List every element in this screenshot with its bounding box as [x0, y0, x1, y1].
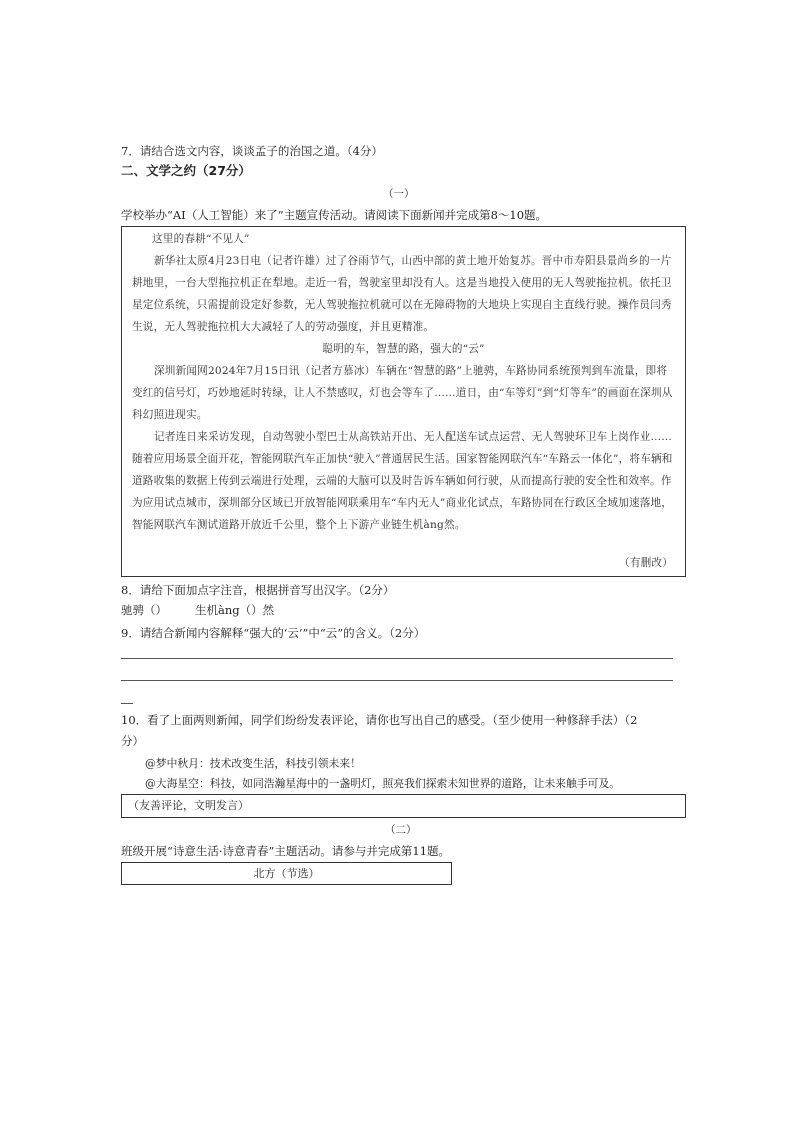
intro-text-1: 学校举办“AI（人工智能）来了”主题宣传活动。请阅读下面新闻并完成第8～10题。	[121, 208, 548, 222]
news-paragraph-3: 记者连日来采访发现，自动驾驶小型巴士从高铁站开出、无人配送车试点运营、无人驾驶环卫车上岗作业……随着应用场景全面开花，智能网联汽车正加快“驶入”普通居民生活。国家智能网联汽车“车路云一体化”，将车辆和道路收集的数据上传到云端进行处理，云端的大脑可以及时告诉车辆如何行驶，从而提高行驶的安全性和效率。作为应用试点城市，深圳部分区域已开放智能网联乘用车“车内无人”商业化试点，车路协同在行政区全域加速落地，智能网联汽车测试道路开放近千公里，整个上下游产业链生机àng然。	[132, 431, 673, 531]
answer-line-1[interactable]	[121, 658, 673, 659]
question-10-continued: 分）	[121, 734, 144, 748]
news-box	[121, 226, 686, 577]
answer-line-3[interactable]	[121, 703, 133, 704]
subsection-label-2: （二）	[385, 824, 417, 836]
comment-input-box[interactable]	[121, 794, 686, 818]
question-7: 7．请结合选文内容，谈谈孟子的治国之道。（4分）	[121, 144, 383, 158]
news-paragraph-2: 深圳新闻网2024年7月15日讯（记者方慕冰）车辆在“智慧的路”上驰骋，车路协同系统预判到车流量，即将变红的信号灯，巧妙地延时转绿，让人不禁感叹，灯也会等车了……道日，由“车等灯”到“灯等车”的画面在深圳从科幻照进现实。	[132, 365, 673, 421]
section-title: 二、文学之约（27分）	[121, 163, 251, 178]
question-8: 8．请给下面加点字注音，根据拼音写出汉字。（2分）	[121, 583, 395, 597]
news-title-1: 这里的春耕“不见人”	[152, 233, 250, 245]
comment-2: @大海星空：科技，如同浩瀚星海中的一盏明灯，照亮我们探索未知世界的道路，让未来触手可及。	[145, 777, 621, 790]
question-10: 10．看了上面两则新闻，同学们纷纷发表评论，请你也写出自己的感受。（至少使用一种修辞手法）（2	[121, 713, 638, 727]
q8-item-1: 驰骋（）	[121, 603, 167, 617]
answer-line-2[interactable]	[121, 680, 673, 681]
poem-box	[121, 862, 452, 885]
question-9: 9．请结合新闻内容解释“强大的‘云’”中“云”的含义。（2分）	[121, 626, 426, 640]
intro-text-2: 班级开展“诗意生活·诗意青春”主题活动。请参与并完成第11题。	[121, 844, 451, 858]
comment-hint: （友善评论，文明发言）	[128, 799, 249, 812]
comment-1: @梦中秋月：技术改变生活，科技引领未来！	[145, 757, 361, 770]
q8-item-2: 生机àng（）然	[195, 603, 275, 617]
news-paragraph-1: 新华社太原4月23日电（记者许雄）过了谷雨节气，山西中部的黄土地开始复苏。晋中市寿阳县景尚乡的一片耕地里，一台大型拖拉机正在犁地。走近一看，驾驶室里却没有人。这是当地投入使用的无人驾驶拖拉机。依托卫星定位系统，只需提前设定好参数，无人驾驶拖拉机就可以在无障碍物的大地块上实现自主直线行驶。操作员闫秀生说，无人驾驶拖拉机大大减轻了人的劳动强度，并且更精准。	[132, 255, 672, 333]
news-title-2: 聪明的车，智慧的路，强大的“云”	[322, 343, 485, 355]
poem-title: 北方（节选）	[253, 867, 320, 880]
subsection-label-1: （一）	[383, 188, 415, 200]
news-source-note: （有删改）	[619, 557, 673, 569]
